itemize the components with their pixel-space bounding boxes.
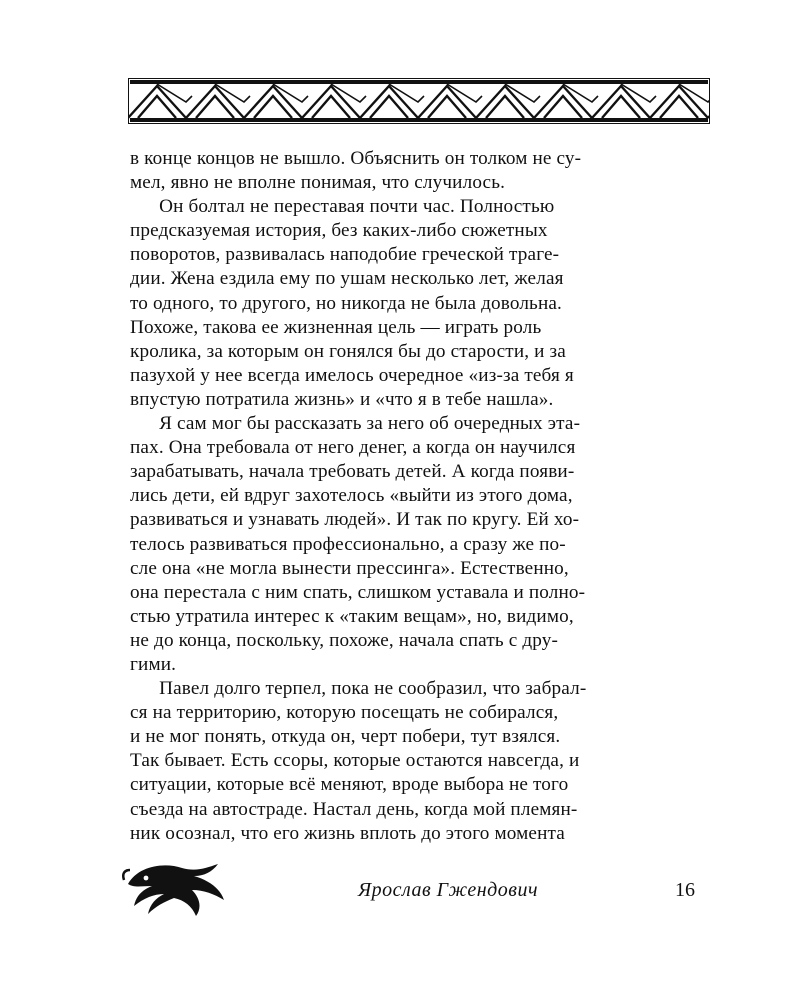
- text-line: пазухой у нее всегда имелось очередное «из-за тебя я: [130, 364, 574, 386]
- text-line: не до конца, поскольку, похоже, начала спать с дру-: [130, 629, 559, 651]
- text-line: телось развиваться профессионально, а сразу же по-: [130, 533, 566, 555]
- text-line: ситуации, которые всё меняют, вроде выбора не того: [130, 774, 569, 796]
- text-line: сле она «не могла вынести прессинга». Естественно,: [130, 557, 569, 579]
- text-line: она перестала с ним спать, слишком уставала и полно-: [130, 581, 586, 603]
- text-line: пах. Она требовала от него денег, а когда он научился: [130, 437, 576, 459]
- text-line: Так бывает. Есть ссоры, которые остаются навсегда, и: [130, 750, 580, 772]
- ornamental-border: [128, 78, 710, 124]
- page-number: 16: [675, 879, 695, 901]
- dragon-ornament-icon: [120, 858, 230, 920]
- text-line: развиваться и узнавать людей». И так по кругу. Ей хо-: [130, 509, 580, 531]
- text-line: зарабатывать, начала требовать детей. А когда появи-: [130, 461, 575, 483]
- text-line: поворотов, развивалась наподобие греческой траге-: [130, 244, 560, 266]
- text-line: дии. Жена ездила ему по ушам несколько лет, желая: [130, 268, 564, 290]
- text-line: Он болтал не переставая почти час. Полностью: [130, 196, 555, 218]
- text-line: Я сам мог бы рассказать за него об очередных эта-: [130, 413, 581, 435]
- body-text: [130, 147, 708, 846]
- text-line: и не мог понять, откуда он, черт побери, тут взялся.: [130, 726, 561, 748]
- text-line: Похоже, такова ее жизненная цель — играть роль: [130, 316, 542, 338]
- text-line: съезда на автостраде. Настал день, когда мой племян-: [130, 798, 578, 820]
- text-line: предсказуемая история, без каких-либо сюжетных: [130, 220, 548, 242]
- text-line: стью утратила интерес к «таким вещам», но, видимо,: [130, 605, 574, 627]
- text-line: Павел долго терпел, пока не сообразил, что забрал-: [130, 678, 587, 700]
- footer-author: Ярослав Гжендович: [358, 879, 539, 901]
- text-line: кролика, за которым он гонялся бы до старости, и за: [130, 340, 566, 362]
- text-line: лись дети, ей вдруг захотелось «выйти из этого дома,: [130, 485, 573, 507]
- text-line: в конце концов не вышло. Объяснить он толком не су-: [130, 148, 582, 169]
- text-line: то одного, то другого, но никогда не была довольна.: [130, 292, 562, 314]
- text-line: ся на территорию, которую посещать не собирался,: [130, 702, 559, 724]
- text-line: гими.: [130, 653, 177, 675]
- text-line: мел, явно не вполне понимая, что случилось.: [130, 172, 506, 194]
- text-line: впустую потратила жизнь» и «что я в тебе нашла».: [130, 388, 554, 410]
- text-line: ник осознал, что его жизнь вплоть до этого момента: [130, 822, 565, 844]
